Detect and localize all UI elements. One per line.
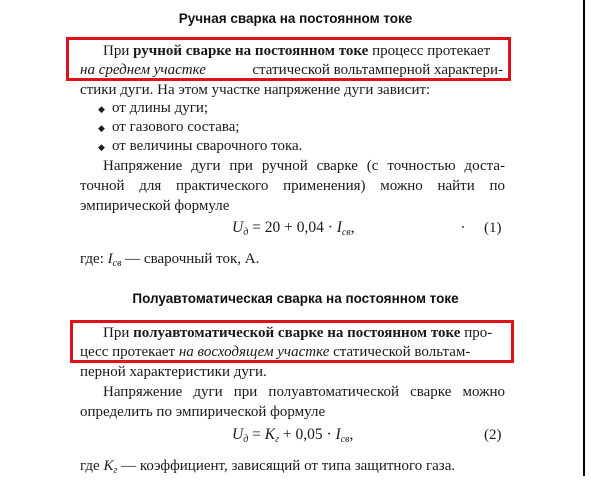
equation-number-2: (2) [484, 427, 502, 443]
paragraph-line: стики дуги. На этом участке напряжение дуги зависит: [80, 82, 431, 98]
text-run: — коэффициент, зависящий от типа защитного газа. [117, 458, 456, 474]
bullet-text: от длины дуги; [112, 100, 209, 116]
formula-subscript: св [112, 258, 122, 269]
formula-text: + 0,05 · [279, 426, 336, 443]
text-run: процесс протекает [368, 43, 491, 59]
formula-symbol: U [232, 426, 244, 443]
formula-symbol: K [103, 458, 114, 474]
text-run: статической вольтам- [329, 344, 471, 360]
scan-speck [462, 226, 464, 228]
paragraph-line [103, 42, 490, 60]
formula-1 [232, 218, 355, 243]
paragraph-line [80, 343, 470, 361]
equation-number-1: (1) [484, 220, 502, 236]
paragraph-line [80, 61, 503, 79]
paragraph-line: перной характеристики дуги. [80, 364, 267, 380]
formula-subscript: св [341, 227, 351, 238]
paragraph-line: Напряжение дуги при полуавтоматической сварке можно [103, 384, 505, 400]
formula-text: = [248, 426, 265, 443]
bullet-text: от газового состава; [112, 119, 240, 135]
bullet-item [98, 137, 302, 156]
text-run: При [103, 325, 134, 341]
formula-text: , [350, 219, 355, 236]
text-run: где [80, 458, 104, 474]
formula-subscript: д [243, 434, 249, 445]
text-run: цесс протекает [80, 344, 179, 360]
bullet-item [98, 99, 208, 118]
where-clause [80, 457, 455, 480]
formula-symbol: K [264, 426, 276, 443]
text-run: — сварочный ток, А. [121, 251, 260, 267]
formula-text: = 20 + 0,04 · [248, 219, 337, 236]
text-run: При [103, 43, 134, 59]
emphasis-bold: полуавтоматической сварке на постоянном токе [133, 325, 461, 341]
section-heading-semi-auto-welding: Полуавтоматическая сварка на постоянном токе [132, 291, 459, 306]
formula-symbol: I [107, 251, 113, 267]
emphasis-italic: на восходящем участке [178, 344, 330, 360]
bullet-icon: ◆ [98, 123, 105, 133]
bullet-icon: ◆ [98, 142, 105, 152]
section-heading-manual-welding: Ручная сварка на постоянном токе [178, 11, 413, 26]
paragraph-line: Напряжение дуги при ручной сварке (с точностью доста- [103, 158, 505, 174]
bullet-icon: ◆ [98, 104, 105, 114]
formula-2 [232, 425, 353, 450]
formula-subscript: г [113, 465, 118, 476]
where-clause [80, 250, 259, 273]
formula-subscript: г [275, 434, 280, 445]
bullet-item [98, 118, 240, 137]
formula-text: , [349, 426, 354, 443]
page-edge-rule [583, 0, 585, 476]
formula-symbol: I [336, 219, 342, 236]
bullet-text: от величины сварочного тока. [112, 138, 303, 154]
emphasis-italic: на среднем участке [80, 62, 206, 78]
text-run: где: [80, 251, 108, 267]
formula-symbol: I [335, 426, 341, 443]
formula-symbol: U [232, 219, 244, 236]
paragraph-line [103, 324, 492, 342]
text-run: про- [460, 325, 493, 341]
paragraph-line: эмпирической формуле [80, 198, 230, 214]
text-run: статической вольтамперной характери- [252, 62, 503, 78]
paragraph-line: точной для практического применения) можно найти по [80, 178, 505, 194]
paragraph-line: определить по эмпирической формуле [80, 404, 326, 420]
emphasis-bold: ручной сварке на постоянном токе [133, 43, 369, 59]
formula-subscript: св [340, 434, 350, 445]
formula-subscript: д [243, 227, 249, 238]
